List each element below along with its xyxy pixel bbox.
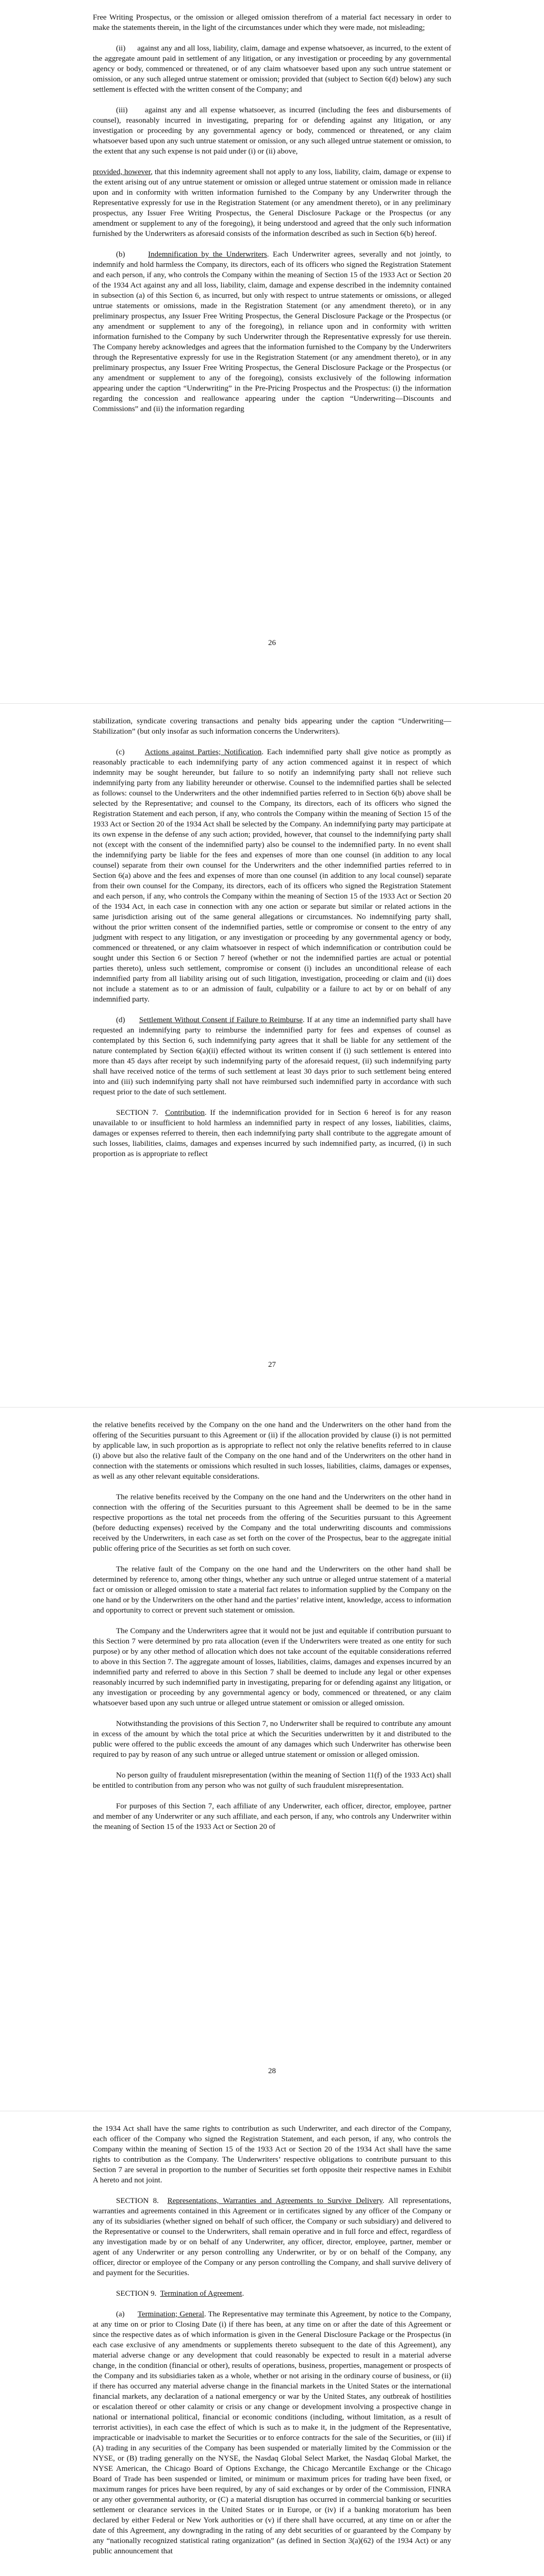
- section-heading: provided, however: [93, 168, 151, 176]
- paragraph: [93, 1770, 451, 1791]
- paragraph: [93, 1015, 451, 1097]
- paragraph-number: (d): [116, 1016, 139, 1024]
- paragraph-text: (iii) against any and all expense whatsoever, as incurred (including the fees and disbursements of counsel), reasonably incurred in investigating, preparing for or defending against any litigation, or any investigation or proceeding by any governmental agency or body, commenced or threatened, or any claim whatsoever based upon any such untrue statement or omission, or any such alleged untrue statement or omission, to the extent that any such expense is not paid under (i) or (ii) above,: [93, 106, 453, 156]
- paragraph-number: (b): [116, 250, 149, 259]
- paragraph: [93, 1801, 451, 1832]
- paragraph: [93, 747, 451, 1005]
- paragraph: [93, 2289, 451, 2299]
- paragraph: [93, 249, 451, 414]
- paragraph: [93, 2196, 451, 2278]
- page-number: 28: [268, 2067, 276, 2075]
- paragraph-number: SECTION 8.: [116, 2197, 168, 2205]
- paragraph: [93, 1420, 451, 1482]
- section-heading: Contribution: [165, 1109, 205, 1117]
- paragraph-text: . If at any time an indemnified party shall have requested an indemnifying party to reimburse the indemnified party for fees and expenses of counsel as contemplated by this Section 6, such indemnifying party agrees that it shall be liable for any settlement of the nature contemplated by Section 6(a)(ii) effected without its written consent if (i) such settlement is entered into more than 45 days after receipt by such indemnifying party of the aforesaid request, (ii) such indemnifying party shall have received notice of the terms of such settlement at least 30 days prior to such settlement being entered into and (iii) such indemnifying party shall not have reimbursed such indemnified party in accordance with such request prior to the date of such settlement.: [93, 1016, 453, 1096]
- paragraph: [93, 716, 451, 737]
- paragraph: [93, 167, 451, 239]
- paragraph: [93, 105, 451, 157]
- paragraph-text: the relative benefits received by the Company on the one hand and the Underwriters on the other hand from the offering of the Securities pursuant to this Agreement or (ii) if the allocation provided by clause (i) is not permitted by applicable law, in such proportion as is appropriate to reflect not only the relative benefits referred to in clause (i) above but also the relative fault of the Company on the one hand and of the Underwriters on the other hand in connection with the statements or omissions which resulted in such losses, liabilities, claims, damages or expenses, as well as any other relevant equitable considerations.: [93, 1421, 453, 1481]
- paragraph: [93, 2124, 451, 2185]
- paragraph-text: , that this indemnity agreement shall not apply to any loss, liability, claim, damage or expense to the extent arising out of any untrue statement or omission or alleged untrue statement or omission made in reliance upon and in conformity with written information furnished to the Company by any Underwriter through the Representative expressly for use in the Registration Statement (or any amendment thereto), or in any preliminary prospectus, any Issuer Free Writing Prospectus, the General Disclosure Package or the Prospectus (or any amendment or supplement to any of the foregoing), it being understood and agreed that the only such information furnished by the Underwriters as aforesaid consists of the information described as such in Section 6(b) hereof.: [93, 168, 453, 238]
- paragraph-text: . Each Underwriter agrees, severally and not jointly, to indemnify and hold harmless the Company, its directors, each of its officers who signed the Registration Statement and each person, if any, who controls the Company within the meaning of Section 15 of the 1933 Act or Section 20 of the 1934 Act against any and all loss, liability, claim, damage and expense described in the indemnity contained in subsection (a) of this Section 6, as incurred, but only with respect to untrue statements or omissions, or alleged untrue statements or omissions, made in the Registration Statement (or any amendment thereto), or in any preliminary prospectus, any Issuer Free Writing Prospectus, the General Disclosure Package or the Prospectus (or any amendment or supplement to any of the foregoing), in reliance upon and in conformity with written information furnished to the Company by such Underwriter through the Representative expressly for use therein. The Company hereby acknowledges and agrees that the information furnished to the Company by the Underwriters through the Representative expressly for use in the Registration Statement (or any amendment thereto), or in any preliminary prospectus, any Issuer Free Writing Prospectus, the General Disclosure Package or the Prospectus (or any amendment or supplement to any of the foregoing), consists exclusively of the following information appearing under the caption “Underwriting” in the Pre-Pricing Prospectus and the Prospectus: (i) the information regarding the concession and reallowance appearing under the caption “Underwriting—Discounts and Commissions” and (ii) the information regarding: [93, 250, 453, 413]
- paragraph: [93, 1719, 451, 1760]
- paragraph-text: The relative benefits received by the Company on the one hand and the Underwriters on the other hand in connection with the offering of the Securities pursuant to this Agreement shall be deemed to be in the same respective proportions as the total net proceeds from the offering of the Securities pursuant to this Agreement (before deducting expenses) received by the Company and the total underwriting discounts and commissions received by the Underwriters, in each case as set forth on the cover of the Prospectus, bear to the aggregate initial public offering price of the Securities as set forth on such cover.: [93, 1493, 453, 1553]
- paragraph-text: stabilization, syndicate covering transactions and penalty bids appearing under the caption “Underwriting—Stabilization” (but only insofar as such information concerns the Underwriters).: [93, 717, 451, 736]
- paragraph-number: (a): [116, 2310, 138, 2318]
- paragraph-text: The relative fault of the Company on the one hand and the Underwriters on the other hand shall be determined by reference to, among other things, whether any such untrue or alleged untrue statement of a material fact or omission or alleged omission to state a material fact relates to information supplied by the Company on the one hand or by the Underwriters on the other hand and the parties’ relative intent, knowledge, access to information and opportunity to correct or prevent such statement or omission.: [93, 1565, 453, 1615]
- paragraph-text: . All representations, warranties and agreements contained in this Agreement or in certificates signed by any officer of the Company or any of its subsidiaries (whether signed on behalf of such officer, the Company or such subsidiary) and delivered to the Representative or counsel to the Underwriters, shall remain operative and in full force and effect, regardless of any investigation made by or on behalf of any Underwriter, any officer, director, employee, partner, member or agent of any Underwriter or any person controlling any Underwriter, or by or on behalf of the Company, any officer, director or employee of the Company or any person controlling the Company, and shall survive delivery of and payment for the Securities.: [93, 2197, 453, 2277]
- section-heading: Actions against Parties; Notification: [144, 748, 262, 756]
- paragraph-text: . If the indemnification provided for in Section 6 hereof is for any reason unavailable to or insufficient to hold harmless an indemnified party in respect of any losses, liabilities, claims, damages or expenses referred to therein, then each indemnifying party shall contribute to the aggregate amount of such losses, liabilities, claims, damages and expenses incurred by such indemnified party, as incurred, (i) in such proportion as is appropriate to reflect: [93, 1109, 453, 1158]
- paragraph-number: SECTION 7.: [116, 1109, 166, 1117]
- paragraph-text: No person guilty of fraudulent misrepresentation (within the meaning of Section 11(f) of the 1933 Act) shall be entitled to contribution from any person who was not guilty of such fraudulent misrepresentation.: [93, 1771, 453, 1790]
- page-number: 27: [268, 1361, 276, 1369]
- paragraph-number: (c): [116, 748, 145, 756]
- section-heading: Termination of Agreement: [160, 2290, 242, 2298]
- paragraph-text: . Each indemnified party shall give notice as promptly as reasonably practicable to each indemnifying party of any action commenced against it in respect of which indemnity may be sought hereunder, but failure to so notify an indemnifying party shall not relieve such indemnifying party from any liability hereunder or otherwise. Counsel to the indemnified parties shall be selected as follows: counsel to the Underwriters and the other indemnified parties referred to in Section 6(b) above shall be selected by the Representative; and counsel to the Company, its directors, each of its officers who signed the Registration Statement and each person, if any, who controls the Company within the meaning of Section 15 of the 1933 Act or Section 20 of the 1934 Act shall be selected by the Company. An indemnifying party may participate at its own expense in the defense of any such action; provided, however, that counsel to the indemnifying party shall not (except with the consent of the indemnified party) also be counsel to the indemnified party. In no event shall the indemnifying party be liable for the fees and expenses of more than one counsel (in addition to any local counsel) separate from their own counsel for the Underwriters and the other indemnified parties referred to in Section 6(a) above and the fees and expenses of more than one counsel (in addition to any local counsel) separate from their own counsel for the Company, its directors, each of its officers who signed the Registration Statement and each person, if any, who controls the Company within the meaning of Section 15 of the 1933 Act or Section 20 of the 1934 Act, in each case in connection with any one action or separate but similar or related actions in the same jurisdiction arising out of the same general allegations or circumstances. No indemnifying party shall, without the prior written consent of the indemnified parties, settle or compromise or consent to the entry of any judgment with respect to any litigation, or any investigation or proceeding by any governmental agency or body, commenced or threatened, or any claim whatsoever in respect of which indemnification or contribution could be sought under this Section 6 or Section 7 hereof (whether or not the indemnified parties are actual or potential parties thereto), unless such settlement, compromise or consent (i) includes an unconditional release of each indemnified party from all liability arising out of such litigation, investigation, proceeding or claim and (ii) does not include a statement as to or an admission of fault, culpability or a failure to act by or on behalf of any indemnified party.: [93, 748, 453, 1004]
- paragraph: [93, 43, 451, 95]
- paragraph-text: The Company and the Underwriters agree that it would not be just and equitable if contribution pursuant to this Section 7 were determined by pro rata allocation (even if the Underwriters were treated as one entity for such purpose) or by any other method of allocation which does not take account of the equitable considerations referred to above in this Section 7. The aggregate amount of losses, liabilities, claims, damages and expenses incurred by an indemnified party and referred to above in this Section 7 shall be deemed to include any legal or other expenses reasonably incurred by such indemnified party in investigating, preparing for or defending against any litigation, or any investigation or proceeding by any governmental agency or body, commenced or threatened, or any claim whatsoever based upon any such untrue or alleged untrue statement or omission or alleged omission.: [93, 1627, 453, 1707]
- paragraph-text: the 1934 Act shall have the same rights to contribution as such Underwriter, and each director of the Company, each officer of the Company who signed the Registration Statement, and each person, if any, who controls the Company within the meaning of Section 15 of the 1933 Act or Section 20 of the 1934 Act shall have the same rights to contribution as the Company. The Underwriters’ respective obligations to contribute pursuant to this Section 7 are several in proportion to the number of Securities set forth opposite their respective names in Exhibit A hereto and not joint.: [93, 2125, 453, 2184]
- paragraph: [93, 2309, 451, 2556]
- paragraph-text: . The Representative may terminate this Agreement, by notice to the Company, at any time on or prior to Closing Date (i) if there has been, at any time on or after the date of this Agreement or since the respective dates as of which information is given in the General Disclosure Package or the Prospectus (in each case exclusive of any amendments or supplements thereto subsequent to the date of this Agreement), any material adverse change or any development that could reasonably be expected to result in a material adverse change, in the condition (financial or other), results of operations, business, properties, management or prospects of the Company and its subsidiaries taken as a whole, whether or not arising in the ordinary course of business, or (ii) if there has occurred any material adverse change in the financial markets in the United States or the international financial markets, any declaration of a national emergency or war by the United States, any outbreak of hostilities or escalation thereof or other calamity or crisis or any change or development involving a prospective change in national or international political, financial or economic conditions (including, without limitation, as a result of terrorist activities), in each case the effect of which is such as to make it, in the judgment of the Representative, impracticable or inadvisable to market the Securities or to enforce contracts for the sale of the Securities, or (iii) if (A) trading in any securities of the Company has been suspended or materially limited by the Commission or the NYSE, or (B) trading generally on the NYSE, the Nasdaq Global Select Market, the Nasdaq Global Market, the NYSE American, the Chicago Board of Options Exchange, the Chicago Mercantile Exchange or the Chicago Board of Trade has been suspended or limited, or minimum or maximum prices for trading have been fixed, or maximum ranges for prices have been required, by any of said exchanges or by order of the Commission, FINRA or any other governmental authority, or (C) a material disruption has occurred in commercial banking or securities settlement or clearance services in the United States or in Europe, or (iv) if a banking moratorium has been declared by either Federal or New York authorities or (v) if there shall have occurred, at any time on or after the date of this Agreement, any downgrading in the rating of any debt securities of or guaranteed by the Company by any “nationally recognized statistical rating organization” (as defined in Section 3(a)(62) of the 1934 Act) or any public announcement that: [93, 2310, 453, 2555]
- paragraph-text: .: [242, 2290, 244, 2298]
- section-heading: Termination; General: [137, 2310, 204, 2318]
- document-page: [0, 2111, 544, 2576]
- page-number: 26: [268, 639, 276, 647]
- paragraph: [93, 12, 451, 33]
- paragraph-number: SECTION 9.: [116, 2290, 160, 2298]
- paragraph-text: (ii) against any and all loss, liability, claim, damage and expense whatsoever, as incurred, to the extent of the aggregate amount paid in settlement of any litigation, or any investigation or proceeding by any governmental agency or body, commenced or threatened, or of any claim whatsoever based upon any such untrue statement or omission, or any such alleged untrue statement or omission; provided that (subject to Section 6(d) below) any such settlement is effected with the written consent of the Company; and: [93, 44, 453, 94]
- document-page: [0, 1408, 544, 2111]
- document-page: [0, 704, 544, 1407]
- section-heading: Settlement Without Consent if Failure to Reimburse: [139, 1016, 303, 1024]
- paragraph: [93, 1108, 451, 1159]
- paragraph-text: Notwithstanding the provisions of this Section 7, no Underwriter shall be required to contribute any amount in excess of the amount by which the total price at which the Securities underwritten by it and distributed to the public were offered to the public exceeds the amount of any damages which such Underwriter has otherwise been required to pay by reason of any such untrue or alleged untrue statement or omission or alleged omission.: [93, 1720, 453, 1759]
- paragraph-text: Free Writing Prospectus, or the omission or alleged omission therefrom of a material fact necessary in order to make the statements therein, in the light of the circumstances under which they were made, not misleading;: [93, 13, 453, 32]
- paragraph: [93, 1626, 451, 1708]
- section-heading: Indemnification by the Underwriters: [148, 250, 267, 259]
- paragraph: [93, 1564, 451, 1616]
- paragraph-text: For purposes of this Section 7, each affiliate of any Underwriter, each officer, director, employee, partner and member of any Underwriter or any such affiliate, and each person, if any, who controls any Underwriter within the meaning of Section 15 of the 1933 Act or Section 20 of: [93, 1802, 453, 1831]
- document-page: [0, 0, 544, 703]
- section-heading: Representations, Warranties and Agreements to Survive Delivery: [167, 2197, 383, 2205]
- paragraph: [93, 1492, 451, 1554]
